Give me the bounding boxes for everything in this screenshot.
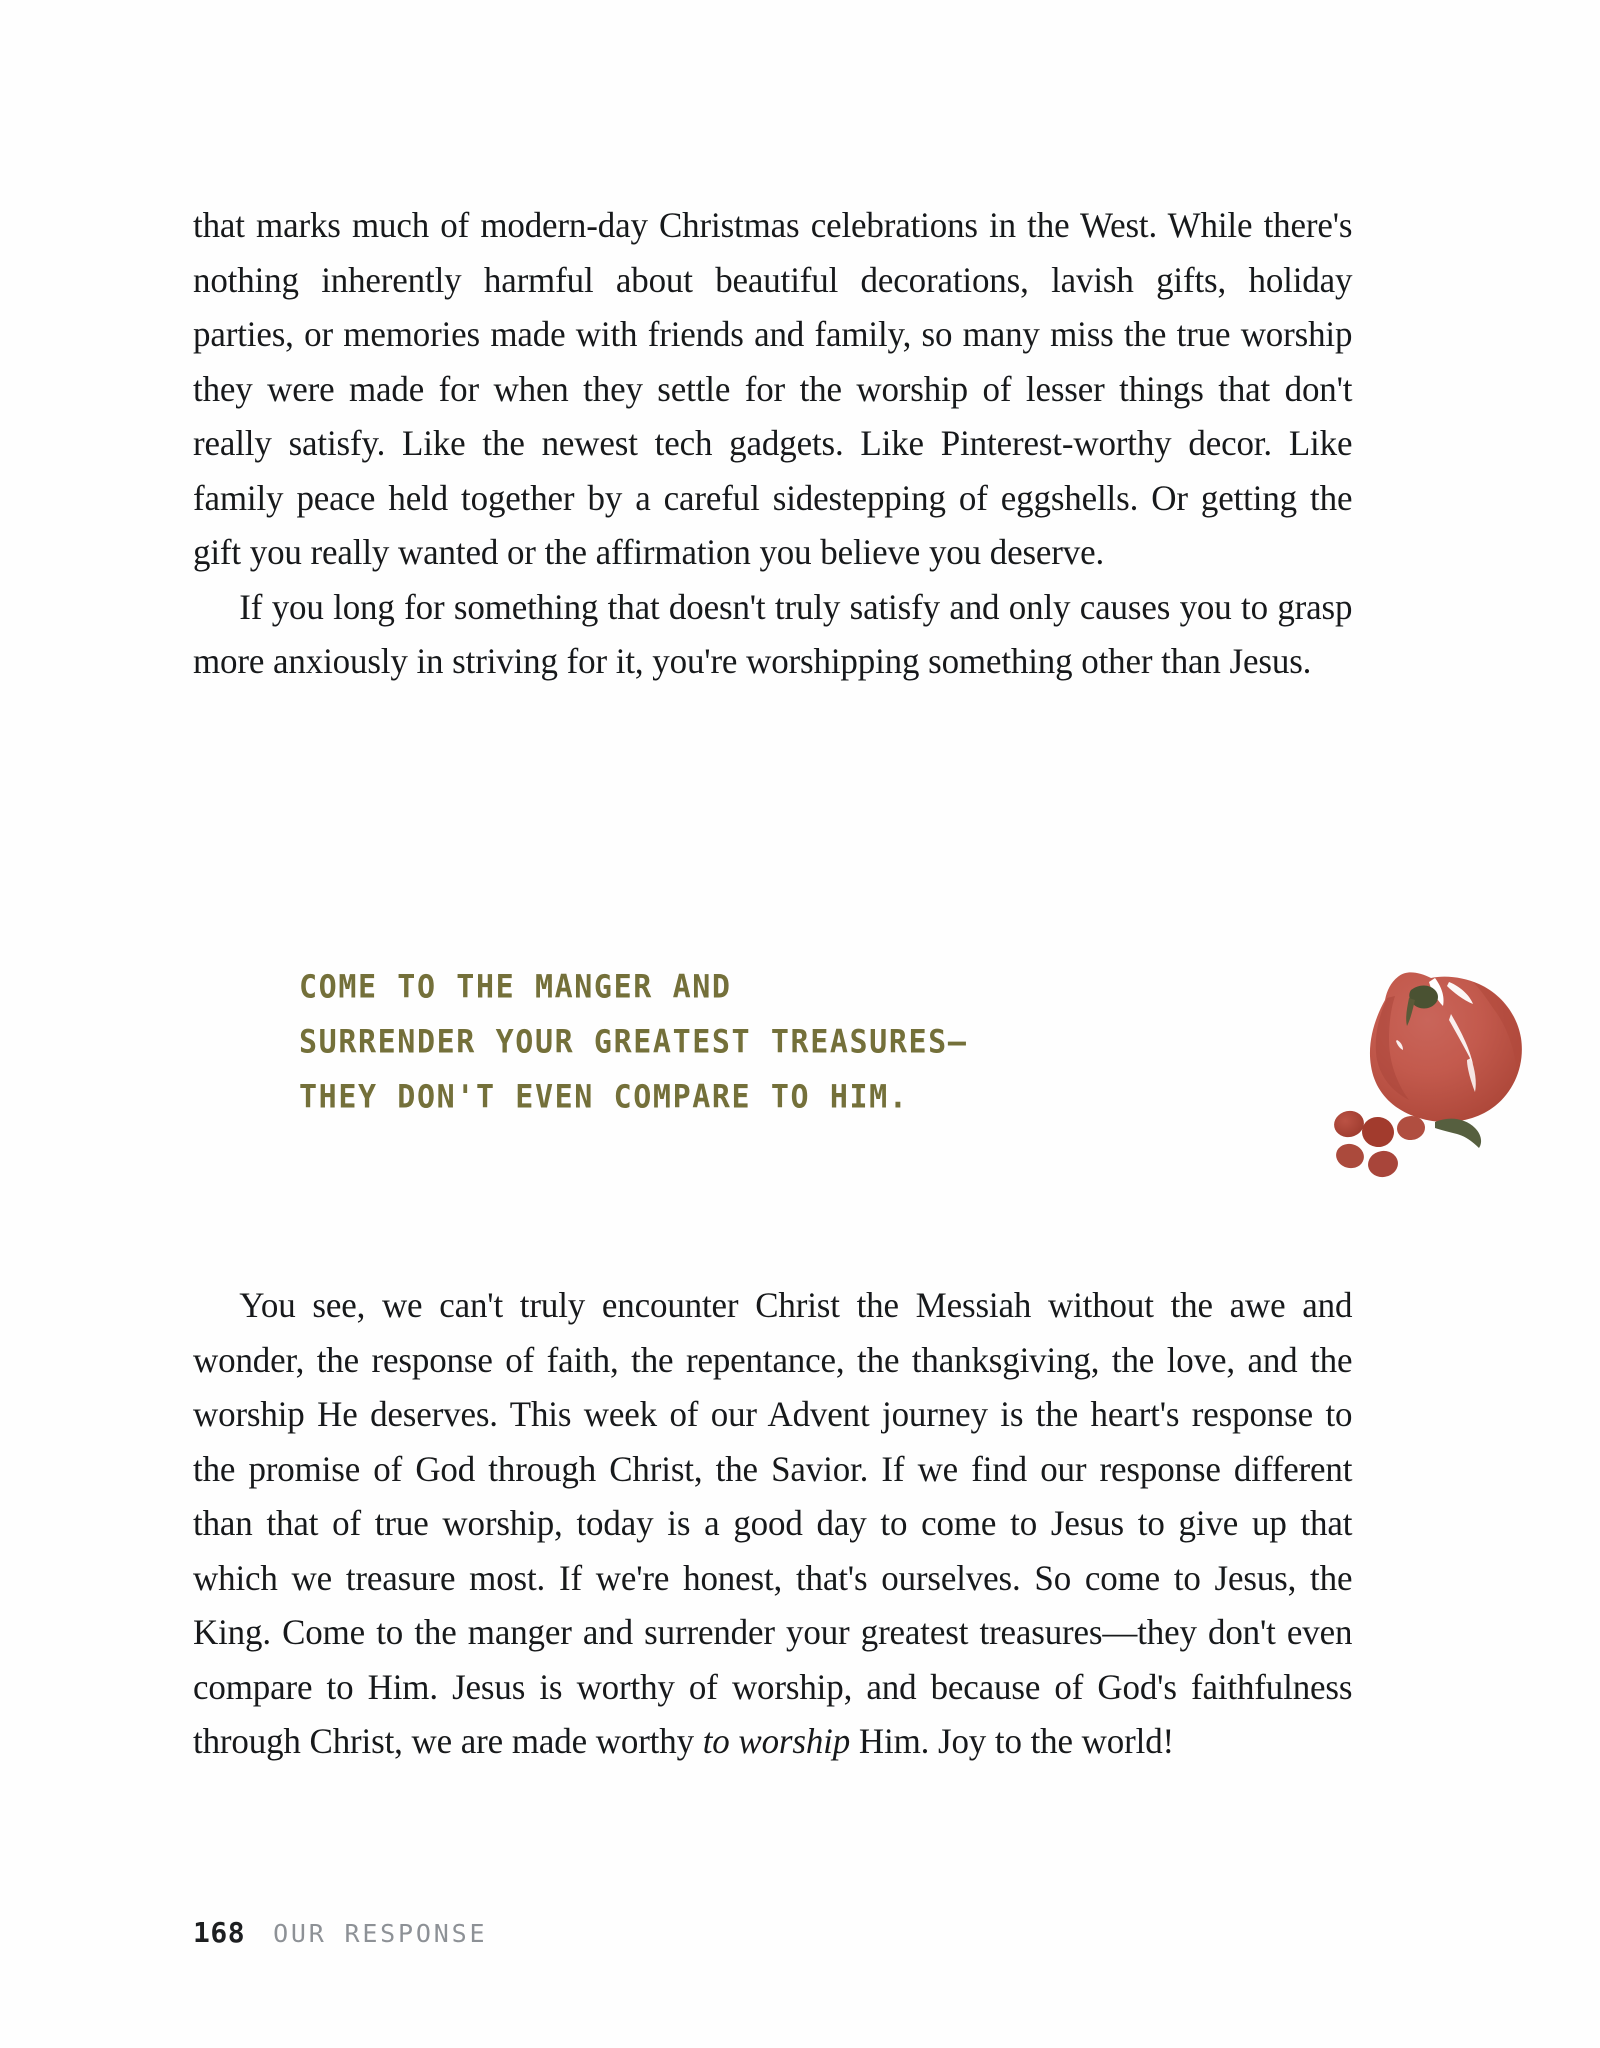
paragraph-worship-something-else: If you long for something that doesn't truly satisfy and only causes you to grasp more anxiously in striving for it, you're worshipping something other than Jesus. bbox=[193, 586, 1353, 681]
pullquote-section bbox=[193, 960, 1373, 1200]
pomegranate-seeds bbox=[1332, 1108, 1427, 1179]
pomegranate-illustration bbox=[1323, 942, 1573, 1192]
paragraph-closing-italic: to worship bbox=[702, 1721, 851, 1761]
text-column-bottom bbox=[193, 1278, 1370, 1769]
page-footer bbox=[193, 1916, 487, 1949]
pomegranate-leaf bbox=[1435, 1119, 1481, 1148]
paragraph-continuation: that marks much of modern-day Christmas celebrations in the West. While there's nothing inherently harmful about beautiful decorations, lavish gifts, holiday parties, or memories made with friends and family, so many miss the true worship they were made for when they settle for the worship of lesser things that don't really satisfy. Like the newest tech gadgets. Like Pinterest-worthy decor. Like family peace held together by a careful sidestepping of eggshells. Or getting the gift you really wanted or the affirmation you believe you deserve. bbox=[193, 205, 1353, 572]
paragraph-closing-part-1: You see, we can't truly encounter Christ the Messiah without the awe and wonder, the response of faith, the repentance, the thanksgiving, the love, and the worship He deserves. This week of our Advent journey is the heart's response to the promise of God through Christ, the Savior. If we find our response different than that of true worship, today is a good day to come to Jesus to give up that which we treasure most. If we're honest, that's ourselves. So come to Jesus, the King. Come to the manger and surrender your greatest treasures—they don't even compare to Him. Jesus is worthy of worship, and because of God's faithfulness through Christ, we are made worthy bbox=[193, 1285, 1353, 1761]
text-column-top bbox=[193, 198, 1370, 689]
page-number: 168 bbox=[193, 1916, 246, 1949]
pullquote-text bbox=[299, 960, 1109, 1125]
paragraph-closing bbox=[193, 1278, 1352, 1769]
pullquote-line-2: SURRENDER YOUR GREATEST TREASURES— bbox=[299, 1023, 968, 1062]
pomegranate-fruit bbox=[1370, 972, 1522, 1122]
pullquote-line-1: COME TO THE MANGER AND bbox=[299, 968, 732, 1007]
running-head: OUR RESPONSE bbox=[273, 1919, 488, 1948]
pullquote-line-3: THEY DON'T EVEN COMPARE TO HIM. bbox=[299, 1078, 909, 1117]
paragraph-closing-part-2: Him. Joy to the world! bbox=[850, 1721, 1175, 1761]
